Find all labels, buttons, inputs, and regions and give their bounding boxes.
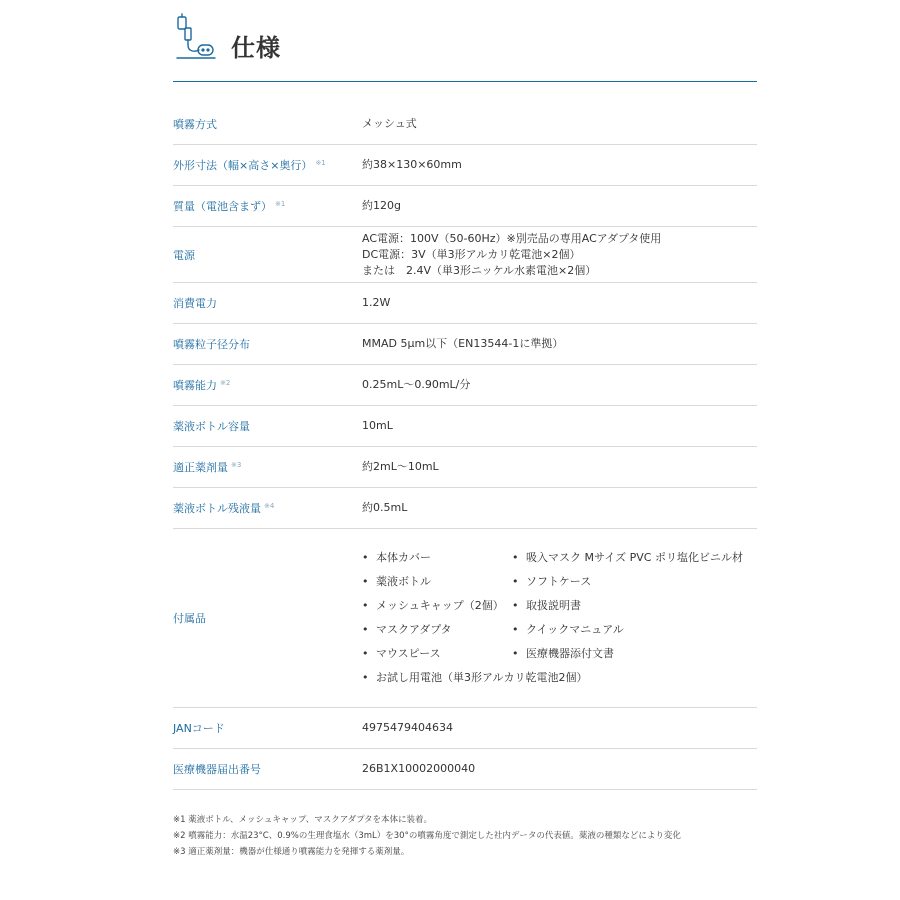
spec-label: 噴霧粒子径分布 (173, 338, 250, 351)
spec-label: 薬液ボトル容量 (173, 420, 250, 433)
list-item: • 薬液ボトル (362, 575, 431, 588)
spec-value: 約120g (362, 199, 401, 212)
list-item: • ソフトケース (512, 575, 592, 588)
accessory-list (362, 550, 757, 686)
spec-row-particle-size (173, 324, 757, 365)
list-item: • 吸入マスク Mサイズ PVC ポリ塩化ビニル材 (512, 551, 743, 564)
spec-label: 質量（電池含まず） $^{※1}$ (173, 200, 286, 213)
spec-value: 26B1X10002000040 (362, 762, 476, 775)
spec-value: メッシュ式 (362, 117, 417, 130)
spec-label: 医療機器届出番号 (173, 763, 261, 776)
spec-row-bottle-capacity (173, 406, 757, 447)
nebulizer-icon (173, 12, 217, 66)
list-item: • クイックマニュアル (512, 623, 624, 636)
spec-row-jan-code (173, 708, 757, 749)
footnote-mark: ※3 (231, 461, 242, 469)
spec-row-dimensions (173, 145, 757, 186)
spec-row-accessories (173, 529, 757, 708)
spec-value: 10mL (362, 419, 393, 432)
spec-row-spray-capacity (173, 365, 757, 406)
list-item: • 取扱説明書 (512, 599, 581, 612)
spec-value: 0.25mL～0.90mL/分 (362, 378, 471, 391)
spec-page (173, 0, 757, 857)
spec-row-power-consumption (173, 283, 757, 324)
page-title: 仕様 (231, 34, 281, 62)
spec-value: 1.2W (362, 296, 391, 309)
spec-value-line: DC電源：3V（単3形アルカリ乾電池×2個） (362, 247, 581, 261)
spec-value: 約2mL～10mL (362, 460, 439, 473)
spec-label: 電源 (173, 248, 195, 262)
footnote-mark: ※2 (220, 379, 231, 387)
spec-value: MMAD 5μm以下（EN13544-1に準拠） (362, 337, 564, 350)
footnote: ※2 噴霧能力：水温23°C、0.9%の生理食塩水（3mL）を30°の噴霧角度で測定した社内データの代表値。薬液の種類などにより変化 (173, 831, 681, 841)
spec-label: 外形寸法（幅×高さ×奥行） $^{※1}$ (173, 159, 326, 172)
spec-label: 噴霧能力 $^{※2}$ (173, 379, 231, 392)
spec-row-power-source (173, 227, 757, 283)
spec-label: 噴霧方式 (173, 118, 217, 131)
spec-row-weight (173, 186, 757, 227)
footnote-mark: ※4 (264, 502, 275, 510)
spec-value: 約0.5mL (362, 501, 408, 514)
list-item: • メッシュキャップ（2個） (362, 599, 504, 612)
list-item: • マスクアダプタ (362, 623, 452, 636)
spec-value-line: AC電源：100V（50-60Hz）※別売品の専用ACアダプタ使用 (362, 231, 662, 245)
spec-row-spray-method (173, 104, 757, 145)
spec-value-line: または 2.4V（単3形ニッケル水素電池×2個） (362, 263, 597, 277)
spec-label: JANコード (173, 722, 225, 735)
spec-row-residual (173, 488, 757, 529)
list-item: • 医療機器添付文書 (512, 647, 614, 660)
spec-value: 約38×130×60mm (362, 158, 462, 171)
footnotes (173, 812, 773, 860)
spec-label: 適正薬剤量 $^{※3}$ (173, 461, 242, 474)
section-header (173, 0, 757, 82)
list-item: • 本体カバー (362, 551, 431, 564)
spec-row-registration-number (173, 749, 757, 790)
spec-label: 付属品 (173, 612, 206, 625)
list-item: • お試し用電池（単3形アルカリ乾電池2個） (362, 671, 588, 684)
list-item: • マウスピース (362, 647, 441, 660)
spec-label: 薬液ボトル残液量 $^{※4}$ (173, 502, 275, 515)
footnote: ※1 薬液ボトル、メッシュキャップ、マスクアダプタを本体に装着。 (173, 815, 433, 825)
spec-row-dosage (173, 447, 757, 488)
footnote-mark: ※1 (315, 159, 326, 167)
footnote: ※3 適正薬剤量：機器が仕様通り噴霧能力を発揮する薬剤量。 (173, 847, 410, 857)
spec-label: 消費電力 (173, 297, 217, 310)
spec-value: 4975479404634 (362, 721, 453, 734)
spec-value (362, 231, 757, 279)
spec-table (173, 104, 757, 790)
footnote-mark: ※1 (275, 200, 286, 208)
